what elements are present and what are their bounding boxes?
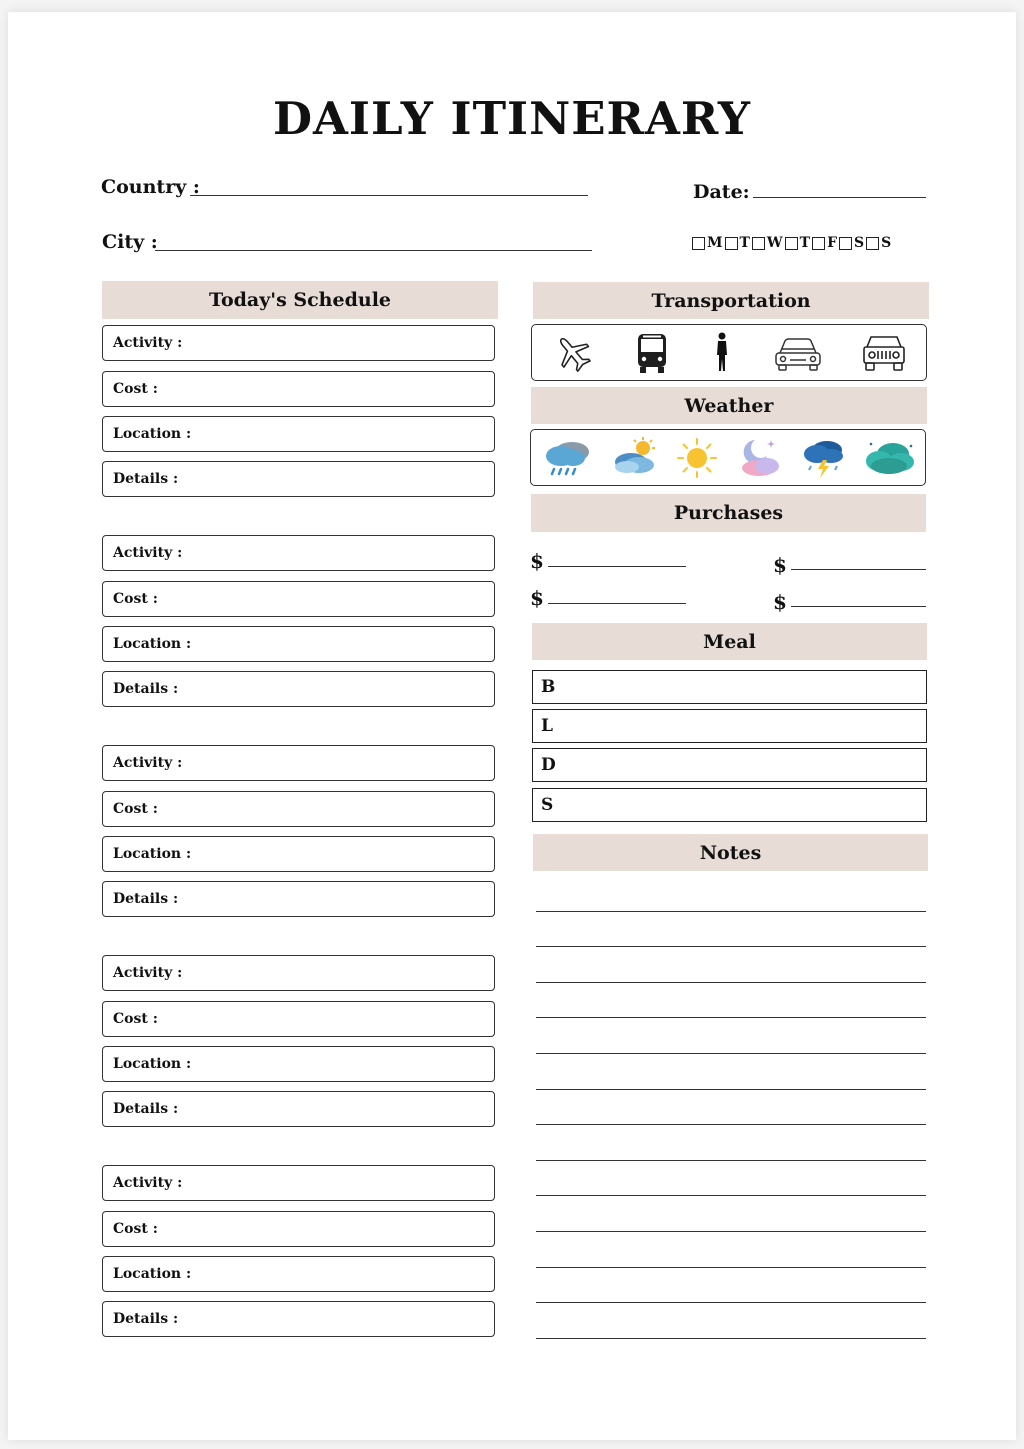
currency-symbol: $ [773, 553, 787, 577]
car-icon[interactable] [772, 331, 824, 375]
activity-label: Activity : [113, 1175, 183, 1191]
location-field[interactable] [102, 1256, 495, 1292]
schedule-heading: Today's Schedule [102, 281, 498, 319]
purchase-amount-field[interactable] [791, 569, 926, 570]
weather-heading: Weather [531, 387, 927, 424]
details-field[interactable] [102, 1301, 495, 1337]
activity-field[interactable] [102, 535, 495, 571]
cost-label: Cost : [113, 1011, 158, 1027]
location-label: Location : [113, 1056, 192, 1072]
country-label: Country : [101, 176, 200, 198]
partly-cloudy-icon[interactable] [609, 436, 659, 480]
day-checkbox-fri[interactable]: F [812, 235, 839, 251]
cost-label: Cost : [113, 591, 158, 607]
cost-field[interactable] [102, 371, 495, 407]
transportation-options [531, 324, 927, 381]
activity-label: Activity : [113, 335, 183, 351]
day-checkbox-sun[interactable]: S [866, 235, 893, 251]
currency-symbol: $ [530, 549, 544, 573]
meal-dinner-label: D [541, 755, 556, 775]
location-field[interactable] [102, 626, 495, 662]
meal-snack-label: S [541, 795, 554, 815]
cost-field[interactable] [102, 1001, 495, 1037]
cost-field[interactable] [102, 581, 495, 617]
cloudy-icon[interactable] [863, 436, 917, 480]
day-checkbox-sat[interactable]: S [839, 235, 866, 251]
details-field[interactable] [102, 461, 495, 497]
currency-symbol: $ [530, 586, 544, 610]
note-line[interactable] [536, 911, 926, 912]
airplane-icon[interactable] [551, 331, 595, 375]
notes-heading: Notes [533, 834, 928, 871]
location-label: Location : [113, 1266, 192, 1282]
rain-cloud-icon[interactable] [539, 436, 593, 480]
currency-symbol: $ [773, 590, 787, 614]
details-field[interactable] [102, 671, 495, 707]
location-label: Location : [113, 846, 192, 862]
note-line[interactable] [536, 1017, 926, 1018]
note-line[interactable] [536, 1195, 926, 1196]
purchase-amount-field[interactable] [791, 606, 926, 607]
details-field[interactable] [102, 881, 495, 917]
cost-label: Cost : [113, 801, 158, 817]
location-field[interactable] [102, 836, 495, 872]
purchase-amount-field[interactable] [548, 566, 686, 567]
activity-field[interactable] [102, 325, 495, 361]
details-label: Details : [113, 471, 179, 487]
meal-heading: Meal [532, 623, 927, 660]
weather-options [530, 429, 926, 486]
activity-field[interactable] [102, 955, 495, 991]
city-label: City : [102, 231, 158, 253]
thunderstorm-icon[interactable] [799, 436, 847, 480]
meal-snack-field[interactable] [532, 788, 927, 822]
meal-lunch-field[interactable] [532, 709, 927, 743]
note-line[interactable] [536, 946, 926, 947]
note-line[interactable] [536, 1124, 926, 1125]
date-label: Date: [693, 181, 750, 203]
details-field[interactable] [102, 1091, 495, 1127]
purchases-heading: Purchases [531, 494, 926, 532]
note-line[interactable] [536, 1160, 926, 1161]
walking-person-icon[interactable] [710, 331, 734, 375]
country-field[interactable] [190, 195, 588, 196]
meal-dinner-field[interactable] [532, 748, 927, 782]
page-title: DAILY ITINERARY [272, 92, 751, 145]
details-label: Details : [113, 1101, 179, 1117]
note-line[interactable] [536, 1267, 926, 1268]
purchase-amount-field[interactable] [548, 603, 686, 604]
location-label: Location : [113, 636, 192, 652]
city-field[interactable] [155, 250, 592, 251]
day-checkbox-wed[interactable]: W [752, 235, 785, 251]
jeep-icon[interactable] [861, 331, 907, 375]
weekday-selector [692, 235, 893, 251]
note-line[interactable] [536, 1338, 926, 1339]
details-label: Details : [113, 681, 179, 697]
day-checkbox-thu[interactable]: T [785, 235, 812, 251]
activity-label: Activity : [113, 755, 183, 771]
note-line[interactable] [536, 1231, 926, 1232]
meal-lunch-label: L [541, 716, 553, 736]
note-line[interactable] [536, 1089, 926, 1090]
day-checkbox-mon[interactable]: M [692, 235, 725, 251]
bus-icon[interactable] [632, 331, 672, 375]
location-field[interactable] [102, 1046, 495, 1082]
activity-field[interactable] [102, 1165, 495, 1201]
note-line[interactable] [536, 1053, 926, 1054]
details-label: Details : [113, 1311, 179, 1327]
activity-label: Activity : [113, 545, 183, 561]
sunny-icon[interactable] [675, 436, 719, 480]
details-label: Details : [113, 891, 179, 907]
day-checkbox-tue[interactable]: T [725, 235, 752, 251]
cost-label: Cost : [113, 381, 158, 397]
meal-breakfast-label: B [541, 677, 556, 697]
transportation-heading: Transportation [533, 282, 929, 319]
note-line[interactable] [536, 982, 926, 983]
activity-field[interactable] [102, 745, 495, 781]
activity-label: Activity : [113, 965, 183, 981]
note-line[interactable] [536, 1302, 926, 1303]
date-field[interactable] [753, 197, 926, 198]
location-field[interactable] [102, 416, 495, 452]
cost-label: Cost : [113, 1221, 158, 1237]
cost-field[interactable] [102, 791, 495, 827]
meal-breakfast-field[interactable] [532, 670, 927, 704]
location-label: Location : [113, 426, 192, 442]
cost-field[interactable] [102, 1211, 495, 1247]
night-cloud-icon[interactable] [735, 436, 783, 480]
